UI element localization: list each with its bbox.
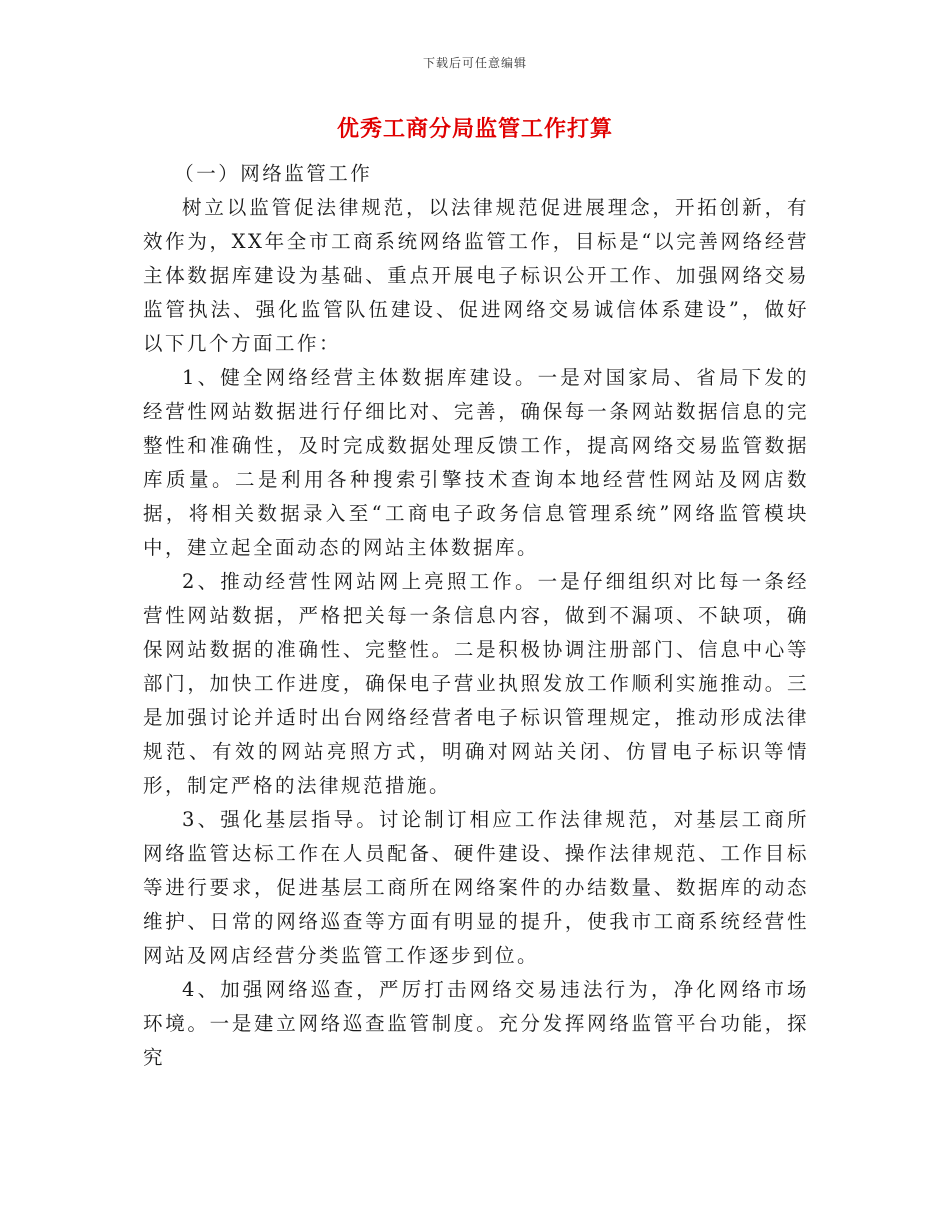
paragraph-item-4: 4、加强网络巡查，严厉打击网络交易违法行为，净化网络市场环境。一是建立网络巡查监管制度。充分发挥网络监管平台功能，探究	[143, 978, 809, 1069]
paragraph-intro: 树立以监管促法律规范，以法律规范促进展理念，开拓创新，有效作为，XX年全市工商系统网络监管工作，目标是“以完善网络经营主体数据库建设为基础、重点开展电子标识公开工作、加强网络交易监管执法、强化监管队伍建设、促进网络交易诚信体系建设”，做好以下几个方面工作：	[143, 196, 809, 355]
section-heading: （一）网络监管工作	[174, 162, 373, 185]
paragraph-item-1: 1、健全网络经营主体数据库建设。一是对国家局、省局下发的经营性网站数据进行仔细比对、完善，确保每一条网站数据信息的完整性和准确性，及时完成数据处理反馈工作，提高网络交易监管数据库质量。二是利用各种搜索引擎技术查询本地经营性网站及网店数据，将相关数据录入至“工商电子政务信息管理系统”网络监管模块中，建立起全面动态的网站主体数据库。	[143, 366, 809, 559]
header-note: 下载后可任意编辑	[422, 56, 527, 70]
paragraph-item-2: 2、推动经营性网站网上亮照工作。一是仔细组织对比每一条经营性网站数据，严格把关每一条信息内容，做到不漏项、不缺项，确保网站数据的准确性、完整性。二是积极协调注册部门、信息中心等部门，加快工作进度，确保电子营业执照发放工作顺利实施推动。三是加强讨论并适时出台网络经营者电子标识管理规定，推动形成法律规范、有效的网站亮照方式，明确对网站关闭、仿冒电子标识等情形，制定严格的法律规范措施。	[143, 570, 809, 797]
document-title: 优秀工商分局监管工作打算	[336, 116, 613, 142]
paragraph-item-3: 3、强化基层指导。讨论制订相应工作法律规范，对基层工商所网络监管达标工作在人员配备、硬件建设、操作法律规范、工作目标等进行要求，促进基层工商所在网络案件的办结数量、数据库的动态维护、日常的网络巡查等方面有明显的提升，使我市工商系统经营性网站及网店经营分类监管工作逐步到位。	[143, 808, 809, 967]
document-body	[143, 157, 809, 1075]
